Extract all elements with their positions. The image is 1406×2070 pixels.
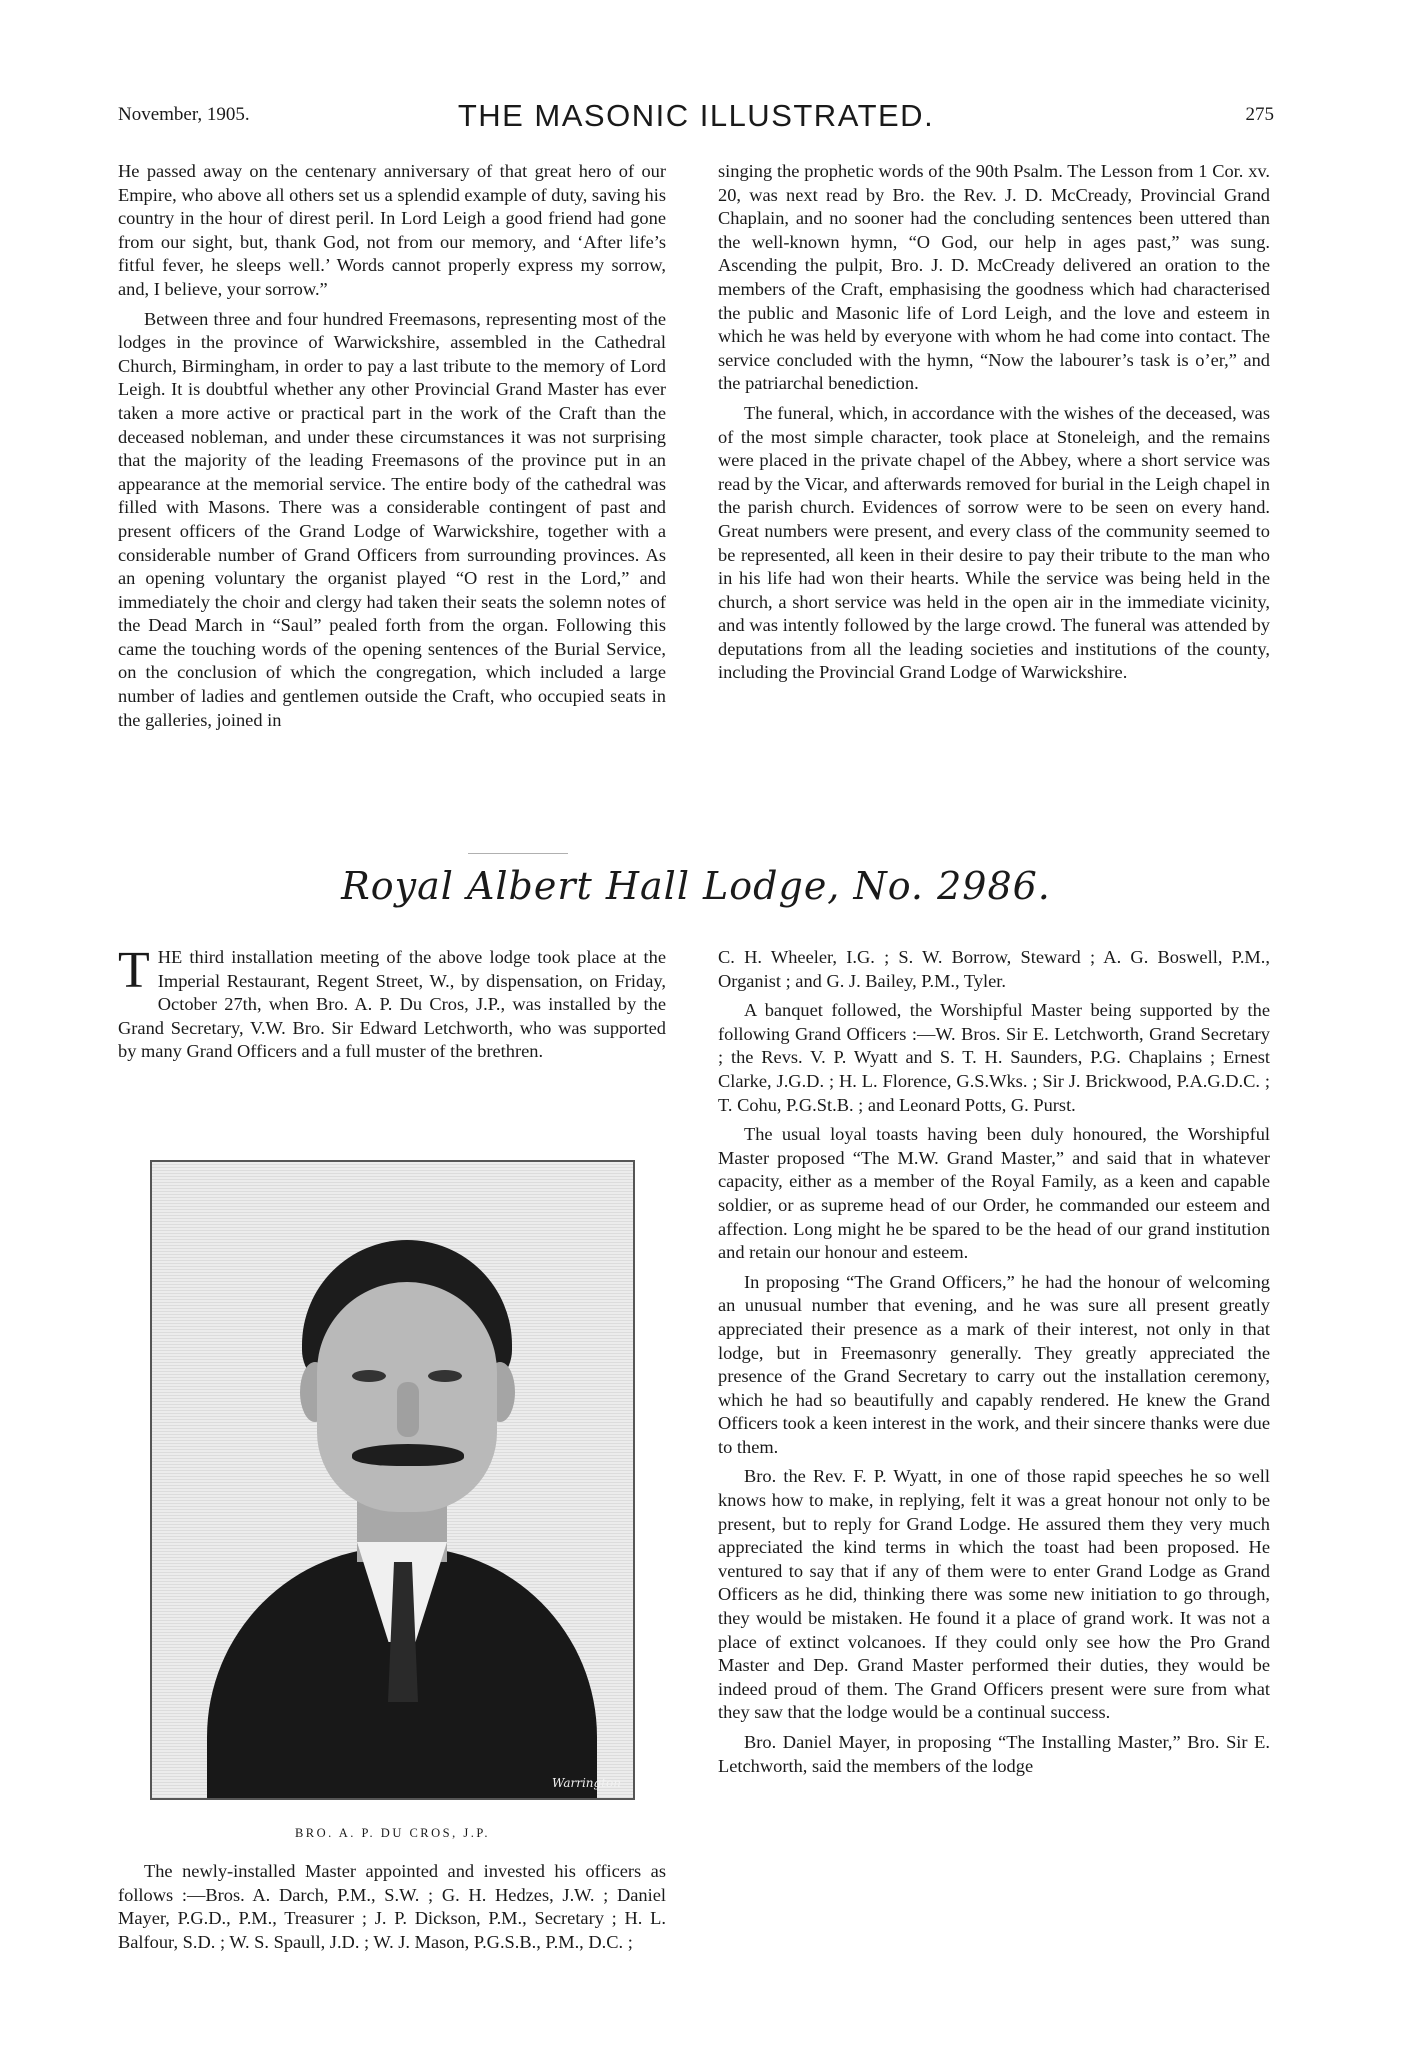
paragraph: The usual loyal toasts having been duly honoured, the Worshipful Master proposed “The M.W. Grand Master,” and said that in whatever capacity, either as a member of the Royal Family, as a keen and capable soldier, or as supreme head of our Order, he commanded our esteem and affection. Long might he be spared to be the head of our grand institution and retain our honour and esteem.	[718, 1124, 1270, 1263]
intro-paragraph	[118, 942, 666, 1064]
paragraph: A banquet followed, the Worshipful Master being supported by the following Grand Officers :—W. Bros. Sir E. Letchworth, Grand Secretary ; the Revs. V. P. Wyatt and S. T. H. Saunders, P.G. Chaplains ; Ernest Clarke, J.G.D. ; H. L. Florence, G.S.Wks. ; Sir J. Brickwood, P.A.G.D.C. ; T. Cohu, P.G.St.B. ; and Leonard Potts, G. Purst.	[718, 1000, 1270, 1115]
paragraph: The funeral, which, in accordance with the wishes of the deceased, was of the most simple character, took place at Stoneleigh, and the remains were placed in the private chapel of the Abbey, where a short service was read by the Vicar, and afterwards removed for burial in the Leigh chapel in the parish church. Evidences of sorrow were to be seen on every hand. Great numbers were present, and every class of the community seemed to be represented, all keen in their desire to pay their tribute to the man who in his life had won their hearts. While the service was being held in the church, a short service was held in the open air in the immediate vicinity, and was intently followed by the large crowd. The funeral was attended by deputations from all the leading societies and institutions of the county, including the Provincial Grand Lodge of Warwickshire.	[718, 402, 1270, 683]
page-header	[118, 98, 1274, 138]
paragraph: The newly-installed Master appointed and invested his officers as follows :—Bros. A. Darch, P.M., S.W. ; G. H. Hedzes, J.W. ; Daniel Mayer, P.G.D., P.M., Treasurer ; J. P. Dickson, P.M., Secretary ; H. L. Balfour, S.D. ; W. S. Spaull, J.D. ; W. J. Mason, P.G.S.B., P.M., D.C. ;	[118, 1861, 666, 1952]
column-top-right	[718, 160, 1270, 691]
column-top-left	[118, 160, 666, 738]
column-intro	[118, 942, 666, 1070]
paragraph: Between three and four hundred Freemasons, representing most of the lodges in the province of Warwickshire, assembled in the Cathedral Church, Birmingham, in order to pay a last tribute to the memory of Lord Leigh. It is doubtful whether any other Provincial Grand Master has ever taken a more active or practical part in the work of the Craft than the deceased nobleman, and under these circumstances it was not surprising that the majority of the leading Freemasons of the province put in an appearance at the memorial service. The entire body of the cathedral was filled with Masons. There was a considerable contingent of past and present officers of the Grand Lodge of Warwickshire, together with a considerable number of Grand Officers from surrounding provinces. As an opening voluntary the organist played “O rest in the Lord,” and immediately the choir and clergy had taken their seats the solemn notes of the Dead March in “Saul” pealed forth from the organ. Following this came the touching words of the opening sentences of the Burial Service, on the conclusion of which the congregation, which included a large number of ladies and gentlemen outside the Craft, who occupied seats in the galleries, joined in	[118, 308, 666, 730]
paragraph: Bro. Daniel Mayer, in proposing “The Installing Master,” Bro. Sir E. Letchworth, said the members of the lodge	[718, 1732, 1270, 1776]
photo-caption: BRO. A. P. DU CROS, J.P.	[294, 1826, 491, 1840]
column-bottom-left	[118, 1860, 666, 1960]
paragraph: In proposing “The Grand Officers,” he had the honour of welcoming an unusual number that evening, and he was sure all present greatly appreciated their presence as a mark of their interest, not only in that lodge, but in Freemasonry generally. They greatly appreciated the presence of the Grand Secretary to carry out the installation ceremony, which he had so beautifully and capably rendered. He knew the Grand Officers took a keen interest in the work, and their sincere thanks were due to them.	[718, 1271, 1270, 1457]
column-bottom-right	[718, 946, 1270, 1784]
publication-title: THE MASONIC ILLUSTRATED.	[457, 98, 935, 133]
section-divider	[468, 853, 568, 854]
portrait-photo	[150, 1160, 635, 1800]
section-title: Royal Albert Hall Lodge, No. 2986.	[341, 864, 1051, 908]
page-number: 275	[1245, 104, 1274, 125]
issue-date: November, 1905.	[118, 104, 250, 125]
paragraph: singing the prophetic words of the 90th Psalm. The Lesson from 1 Cor. xv. 20, was next read by Bro. the Rev. J. D. McCready, Provincial Grand Chaplain, and no sooner had the concluding sentences been uttered than the well-known hymn, “O God, our help in ages past,” was sung. Ascending the pulpit, Bro. J. D. McCready delivered an oration to the members of the Craft, emphasising the goodness which had characterised the public and Masonic life of Lord Leigh, and the love and esteem in which he was held by everyone with whom he had come into contact. The service concluded with the hymn, “Now the labourer’s task is o’er,” and the patriarchal benediction.	[718, 161, 1270, 394]
drop-cap: T	[118, 942, 150, 999]
paragraph: Bro. the Rev. F. P. Wyatt, in one of those rapid speeches he so well knows how to make, in replying, felt it was a great honour not only to be present, but to reply for Grand Lodge. He assured them they very much appreciated the kind terms in which the toast had been proposed. He ventured to say that if any of them were to enter Grand Lodge as Grand Officers as he did, thinking there was some new initiation to go through, they would be mistaken. He found it a place of grand work. It was not a place of extinct volcanoes. If they could only see how the Pro Grand Master and Dep. Grand Master performed their duties, they would be indeed proud of them. The Grand Officers present were sure from what they saw that the lodge would be a continual success.	[718, 1466, 1270, 1723]
paragraph: C. H. Wheeler, I.G. ; S. W. Borrow, Steward ; A. G. Boswell, P.M., Organist ; and G. J. Bailey, P.M., Tyler.	[718, 947, 1270, 991]
paragraph: He passed away on the centenary anniversary of that great hero of our Empire, who above all others set us a splendid example of duty, saving his country in the hour of direst peril. In Lord Leigh a good friend had gone from our sight, but, thank God, not from our memory, and ‘After life’s fitful fever, he sleeps well.’ Words cannot properly express my sorrow, and, I believe, your sorrow.”	[118, 161, 666, 299]
photographer-signature: Warrington	[552, 1776, 621, 1790]
intro-text: HE third installation meeting of the above lodge took place at the Imperial Restaurant, Regent Street, W., by dispensation, on Friday, October 27th, when Bro. A. P. Du Cros, J.P., was installed by the Grand Secretary, V.W. Bro. Sir Edward Letchworth, who was supported by many Grand Officers and a full muster of the brethren.	[118, 947, 666, 1062]
